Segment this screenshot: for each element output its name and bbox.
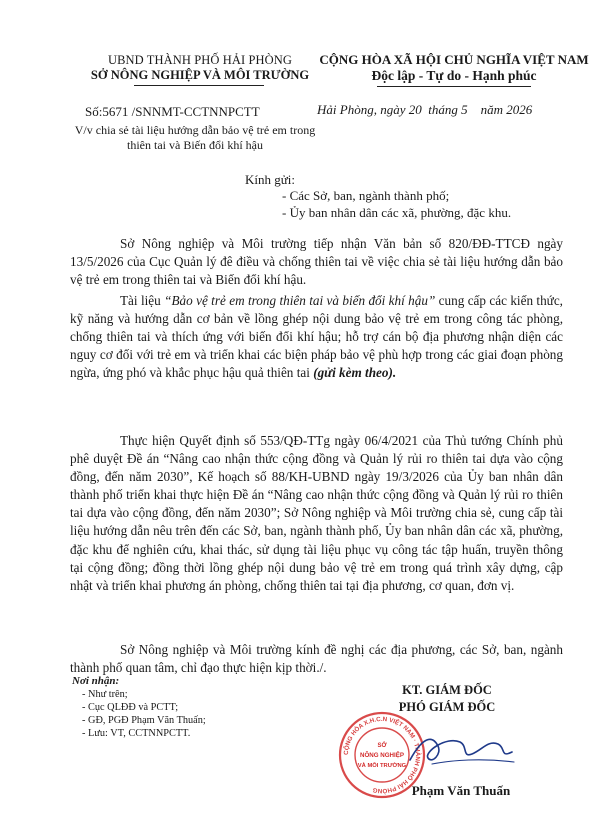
signer-name: Phạm Văn Thuấn: [411, 783, 511, 798]
recipients-label: Kính gửi:: [245, 172, 296, 187]
seal-inner-text: SỞ: [377, 743, 387, 749]
seal-inner-text: VÀ MÔI TRƯỜNG: [357, 763, 407, 769]
signer-title: PHÓ GIÁM ĐỐC: [398, 700, 496, 714]
document-title-quote: “Bảo vệ trẻ em trong thiên tai và biến đổi khí hậu”: [164, 293, 436, 308]
document-date: [317, 102, 532, 118]
agency-underline: [134, 85, 264, 86]
body-paragraph-4: Sở Nông nghiệp và Môi trường kính đề nghị các địa phương, các Sở, ban, ngành thành phố quan tâm, chỉ đạo thực hiện kịp thời./.: [70, 642, 563, 676]
body-paragraph-3: Thực hiện Quyết định số 553/QĐ-TTg ngày 06/4/2021 của Thủ tướng Chính phủ phê duyệt Đề án “Nâng cao nhận thức cộng đồng và Quản lý rủi ro thiên tai dựa vào cộng đồng, đến năm 2030”, Kế hoạch số 88/KH-UBND ngày 19/3/2026 của Ủy ban nhân dân thành phố triển khai thực hiện Đề án “Nâng cao nhận thức cộng đồng và Quản lý rủi ro thiên tai dựa vào cộng đồng, đến năm 2030”; Sở Nông nghiệp và Môi trường chia sẻ, cung cấp tài liệu hướng dẫn nêu trên đến các Sở, ban, ngành thành phố, Ủy ban nhân dân các xã, phường, đặc khu để nghiên cứu, khai thác, sử dụng tài liệu phục vụ công tác tập huấn, truyền thông tại cộng đồng; đồng thời lồng ghép nội dung bảo vệ trẻ em trong quá trình xây dựng, cập nhật và triển khai phương án phòng, chống thiên tai tại địa phương, cơ quan, đơn vị.: [70, 433, 563, 593]
date-place: Hải Phòng,: [317, 102, 381, 117]
distribution-item: - Cục QLĐĐ và PCTT;: [82, 702, 179, 713]
seal-outer-text: CỘNG HÒA X.H.C.N VIỆT NAM · THÀNH PHỐ HẢI PHÒNG: [342, 715, 422, 795]
attachment-note: (gửi kèm theo).: [313, 365, 397, 381]
distribution-item: - Lưu: VT, CCTNNPCTT.: [82, 728, 191, 739]
seal-inner-text: NÔNG NGHIỆP: [359, 752, 405, 759]
recipient-item: - Ủy ban nhân dân các xã, phường, đặc khu.: [282, 205, 512, 220]
motto-underline: [377, 86, 531, 87]
body-paragraph-1: Sở Nông nghiệp và Môi trường tiếp nhận Văn bản số 820/ĐĐ-TTCĐ ngày 13/5/2026 của Cục Quản lý đê điều và chống thiên tai về việc chia sẻ tài liệu hướng dẫn bảo vệ trẻ em trong thiên tai và Biến đổi khí hậu.: [70, 236, 563, 288]
distribution-item: - GĐ, PGĐ Phạm Văn Thuấn;: [82, 715, 206, 726]
national-motto: Độc lập - Tự do - Hạnh phúc: [371, 68, 537, 83]
distribution-item: - Như trên;: [82, 689, 128, 700]
body-paragraph-2: [70, 292, 563, 382]
agency-parent-name: UBND THÀNH PHỐ HẢI PHÒNG: [107, 53, 293, 67]
national-title: CỘNG HÒA XÃ HỘI CHỦ NGHĨA VIỆT NAM: [319, 52, 589, 67]
p2-text-a: Tài liệu: [120, 293, 165, 308]
distribution-title: Nơi nhận:: [72, 675, 120, 687]
document-number: Số:5671 /SNNMT-CCTNNPCTT: [85, 104, 260, 119]
recipient-item: - Các Sở, ban, ngành thành phố;: [282, 188, 450, 203]
p2-text-c: cung cấp các kiến thức, kỹ năng và hướng dẫn cơ bản về lồng ghép nội dung bảo vệ trẻ em trong công tác phòng, chống thiên tai và thích ứng với biến đổi khí hậu; hỗ trợ cán bộ địa phương nhận diện các nguy cơ đối với trẻ em và triển khai các biện pháp bảo vệ phù hợp trong các giai đoạn phòng ngừa, ứng phó và khắc phục hậu quả thiên tai: [70, 293, 563, 381]
handwritten-signature-icon: [402, 724, 522, 774]
signer-authority: KT. GIÁM ĐỐC: [402, 683, 492, 697]
agency-name: SỞ NÔNG NGHIỆP VÀ MÔI TRƯỜNG: [90, 68, 310, 82]
date-month: tháng 5: [421, 102, 468, 117]
document-subject: V/v chia sẻ tài liệu hướng dẫn bảo vệ trẻ em trong thiên tai và Biến đổi khí hậu: [74, 123, 316, 152]
date-day: ngày 20: [380, 102, 422, 117]
date-year: năm 2026: [467, 102, 533, 117]
